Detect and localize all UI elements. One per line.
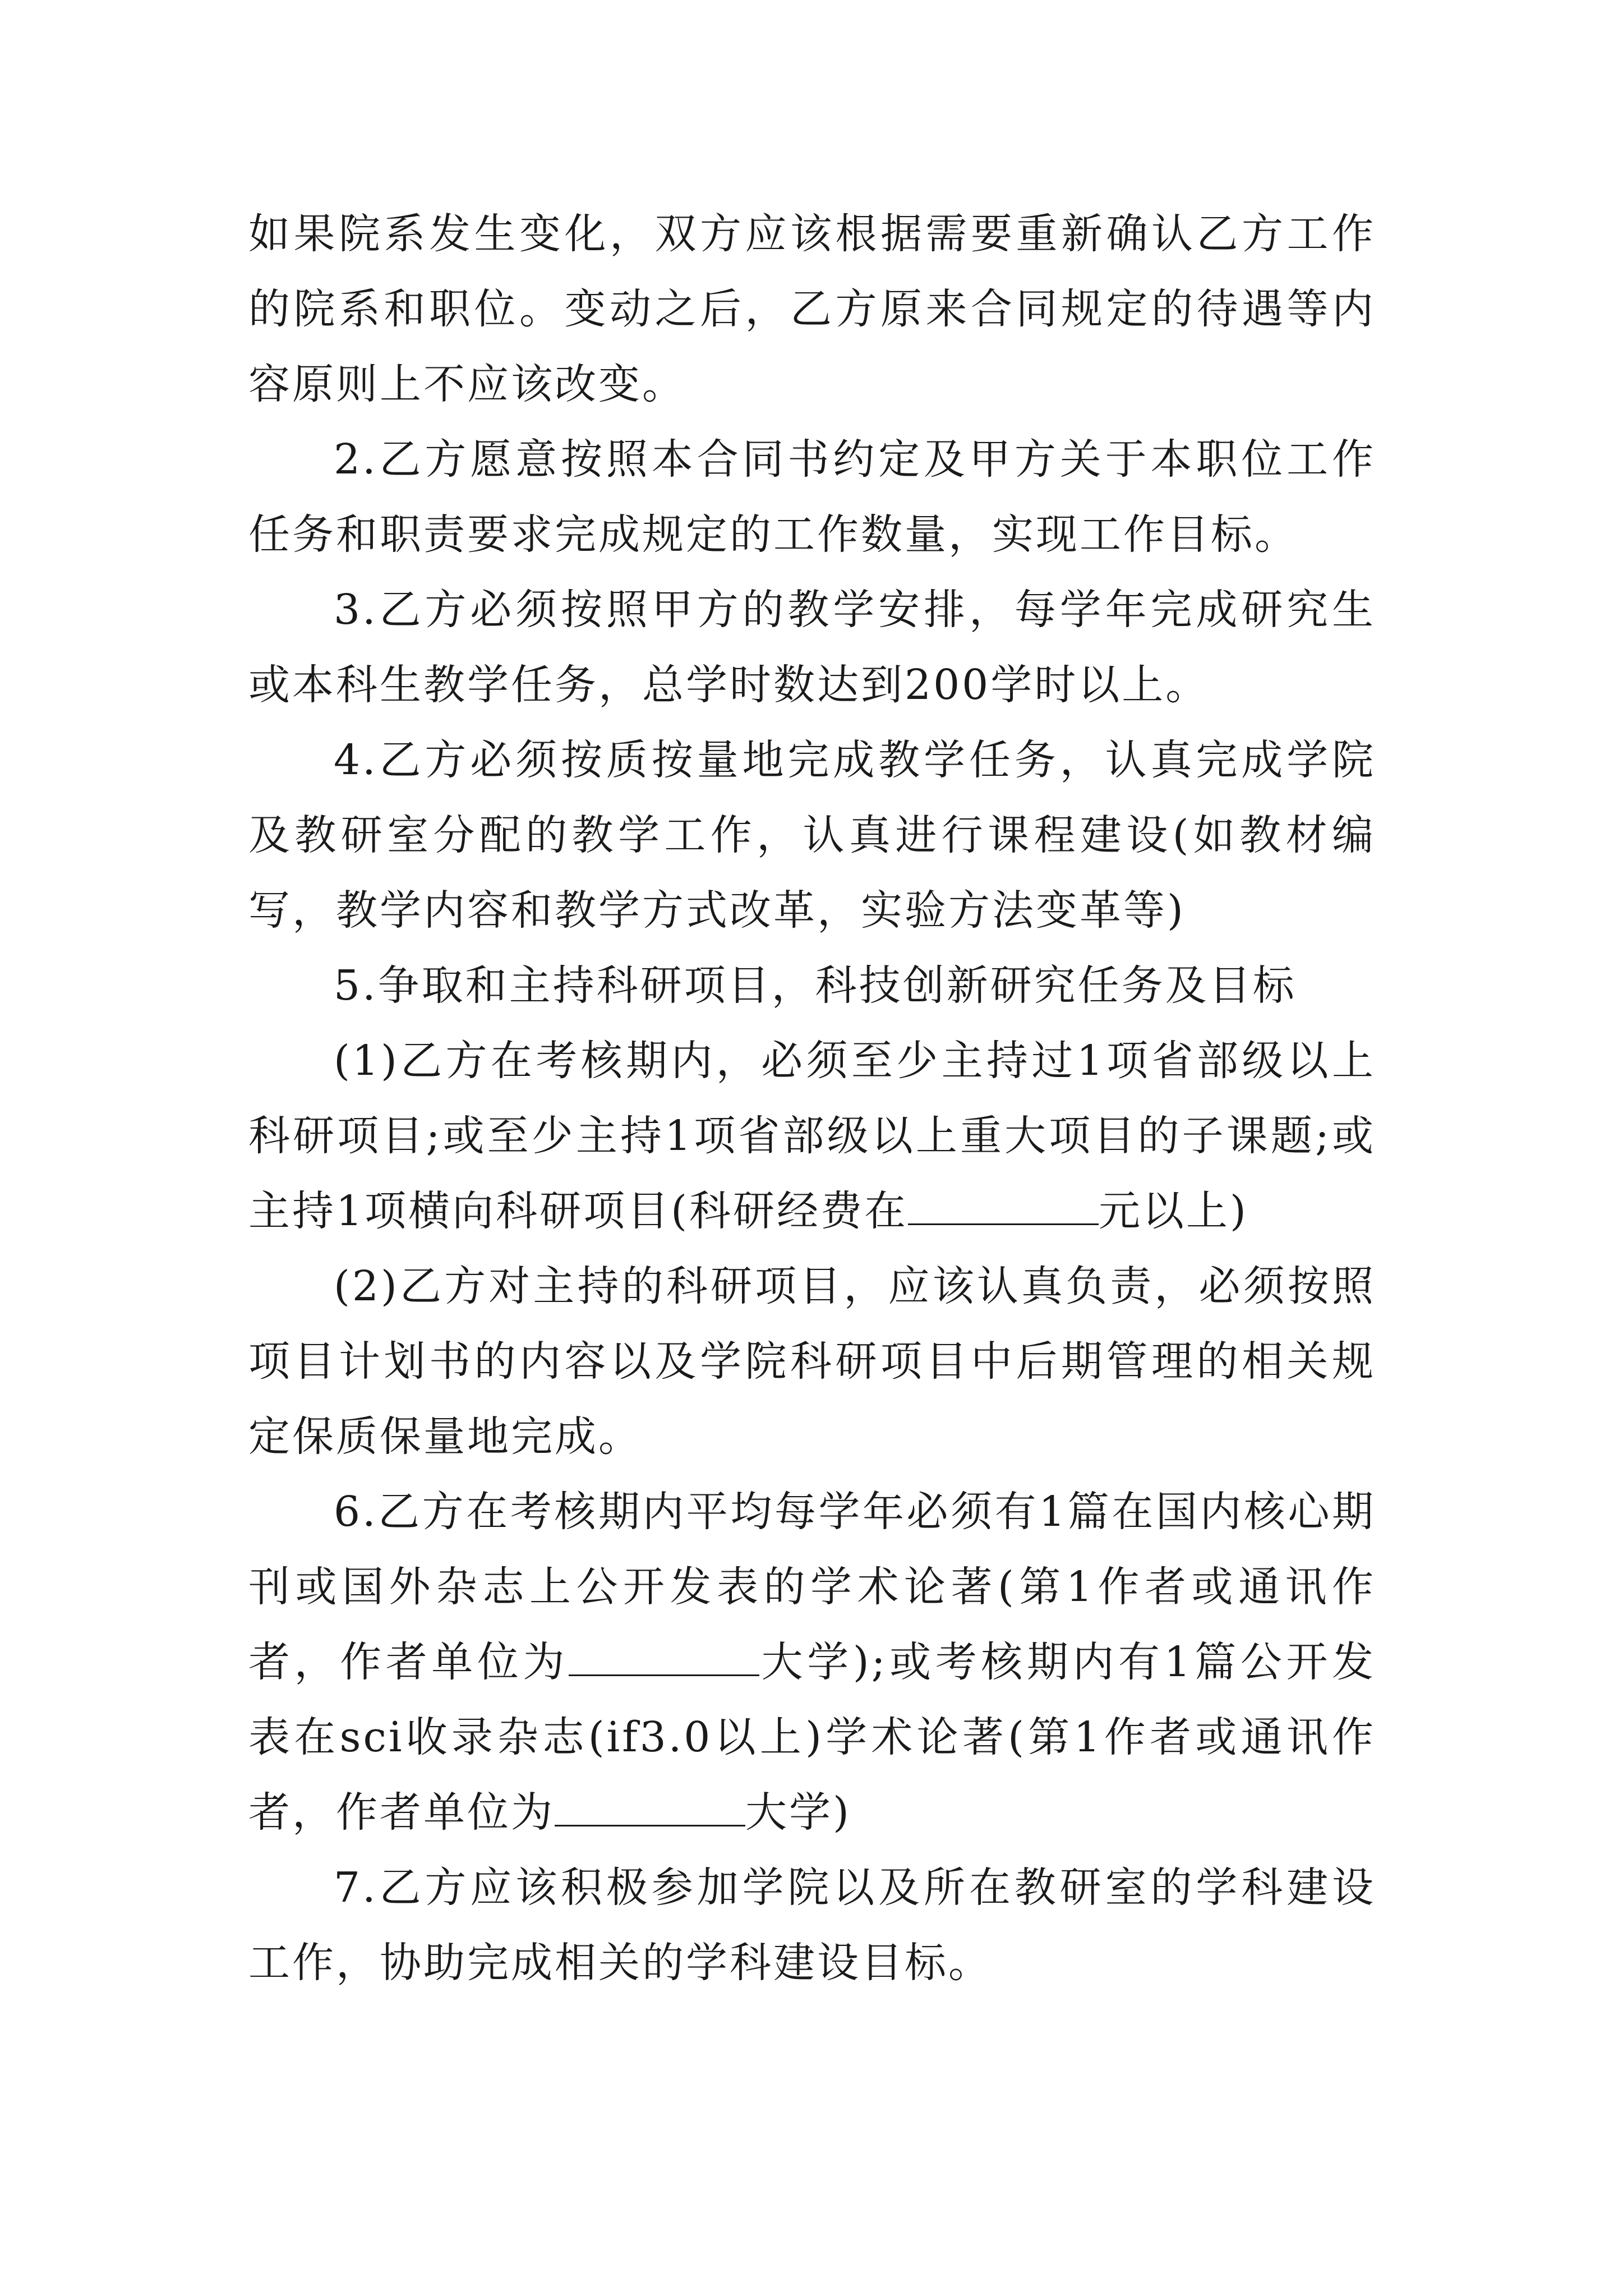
fill-in-blank-funding <box>908 1188 1099 1225</box>
paragraph-text: (1)乙方在考核期内，必须至少主持过1项省部级以上科研项目;或至少主持1项省部级以上重大项目的子课题;或主持1项横向科研项目(科研经费在 <box>248 1037 1376 1235</box>
paragraph-text: 3.乙方必须按照甲方的教学安排，每学年完成研究生或本科生教学任务，总学时数达到200学时以上。 <box>248 586 1376 709</box>
paragraph-text: 大学);或考核期内有1篇公开发表在sci收录杂志(if3.0以上)学术论著(第1作者或通讯作者，作者单位为 <box>248 1638 1376 1837</box>
paragraph-text: 大学) <box>745 1788 851 1837</box>
fill-in-blank-university-1 <box>569 1639 759 1676</box>
paragraph-clause-7 <box>248 1850 1376 2000</box>
paragraph-clause-2 <box>248 422 1376 572</box>
paragraph-text: 5.争取和主持科研项目，科技创新研究任务及目标 <box>334 961 1297 1010</box>
paragraph-clause-5 <box>248 948 1376 1023</box>
paragraph-clause-3 <box>248 572 1376 723</box>
paragraph-clause-6 <box>248 1474 1376 1850</box>
paragraph-clause-4 <box>248 723 1376 948</box>
paragraph-text: 如果院系发生变化，双方应该根据需要重新确认乙方工作的院系和职位。变动之后，乙方原来合同规定的待遇等内容原则上不应该改变。 <box>248 210 1376 408</box>
paragraph-clause-5-1 <box>248 1023 1376 1249</box>
paragraph-text: 4.乙方必须按质按量地完成教学任务，认真完成学院及教研室分配的教学工作，认真进行课程建设(如教材编写，教学内容和教学方式改革，实验方法变革等) <box>248 736 1376 935</box>
paragraph-text: 元以上) <box>1098 1187 1248 1235</box>
paragraph-text: 2.乙方愿意按照本合同书约定及甲方关于本职位工作任务和职责要求完成规定的工作数量，实现工作目标。 <box>248 435 1376 559</box>
paragraph-dept-change <box>248 196 1376 422</box>
paragraph-text: 7.乙方应该积极参加学院以及所在教研室的学科建设工作，协助完成相关的学科建设目标。 <box>248 1864 1376 1987</box>
paragraph-text: 6.乙方在考核期内平均每学年必须有1篇在国内核心期刊或国外杂志上公开发表的学术论著(第1作者或通讯作者，作者单位为 <box>248 1488 1376 1686</box>
paragraph-text: (2)乙方对主持的科研项目，应该认真负责，必须按照项目计划书的内容以及学院科研项目中后期管理的相关规定保质保量地完成。 <box>248 1262 1376 1461</box>
document-body <box>248 196 1376 2000</box>
paragraph-clause-5-2 <box>248 1249 1376 1474</box>
fill-in-blank-university-2 <box>555 1789 745 1826</box>
